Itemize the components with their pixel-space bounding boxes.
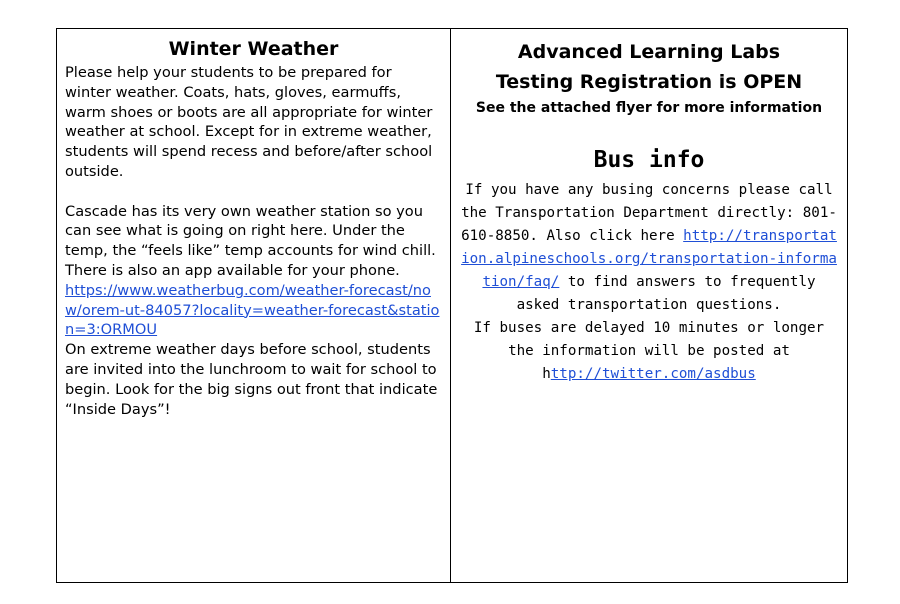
- twitter-line: [457, 363, 841, 386]
- winter-weather-paragraph: Please help your students to be prepared for winter weather. Coats, hats, gloves, earmuffs, warm shoes or boots are all appropriate for winter weather at school. Except for in extreme weather, students will spend recess and before/after school outside.: [65, 64, 433, 180]
- bus-info-paragraph: [457, 179, 841, 317]
- flyer-note: See the attached flyer for more information: [475, 100, 823, 116]
- twitter-link[interactable]: ttp://twitter.com/asdbus: [550, 366, 756, 382]
- paragraph-spacer: [65, 182, 442, 202]
- inside-days-paragraph: On extreme weather days before school, students are invited into the lunchroom to wait for school to begin. Look for the big signs out front that indicate “Inside Days”!: [65, 341, 438, 418]
- winter-weather-section: [57, 29, 451, 582]
- weatherbug-link-line: [65, 281, 442, 340]
- weather-station-paragraph: Cascade has its very own weather station so you can see what is going on right here. Under the temp, the “feels like” temp accounts for wind chill. There is also an app available for your phone.: [65, 202, 436, 279]
- bus-concerns-text: If you have any busing concerns please call the Transportation Department directly: 801-610-8850. Also click here: [461, 182, 837, 244]
- faq-text: to find answers to frequently asked transportation questions.: [516, 274, 816, 313]
- learning-labs-heading: Advanced Learning Labs: [517, 41, 781, 63]
- registration-open-heading: Testing Registration is OPEN: [495, 71, 803, 93]
- bus-info-heading: Bus info: [593, 147, 705, 173]
- announcements-section: [451, 29, 847, 582]
- bus-delay-paragraph: [457, 317, 841, 363]
- weatherbug-link[interactable]: https://www.weatherbug.com/weather-forecast/now/orem-ut-84057?locality=weather-forecast&station=3:ORMOU: [65, 281, 440, 339]
- twitter-prefix: h: [542, 366, 551, 382]
- transportation-faq-link[interactable]: http://transportation.alpineschools.org/transportation-information/faq/: [461, 228, 837, 290]
- winter-weather-heading: Winter Weather: [168, 38, 339, 60]
- newsletter-table: [56, 28, 848, 583]
- bus-delay-text: If buses are delayed 10 minutes or longer the information will be posted at: [473, 320, 825, 359]
